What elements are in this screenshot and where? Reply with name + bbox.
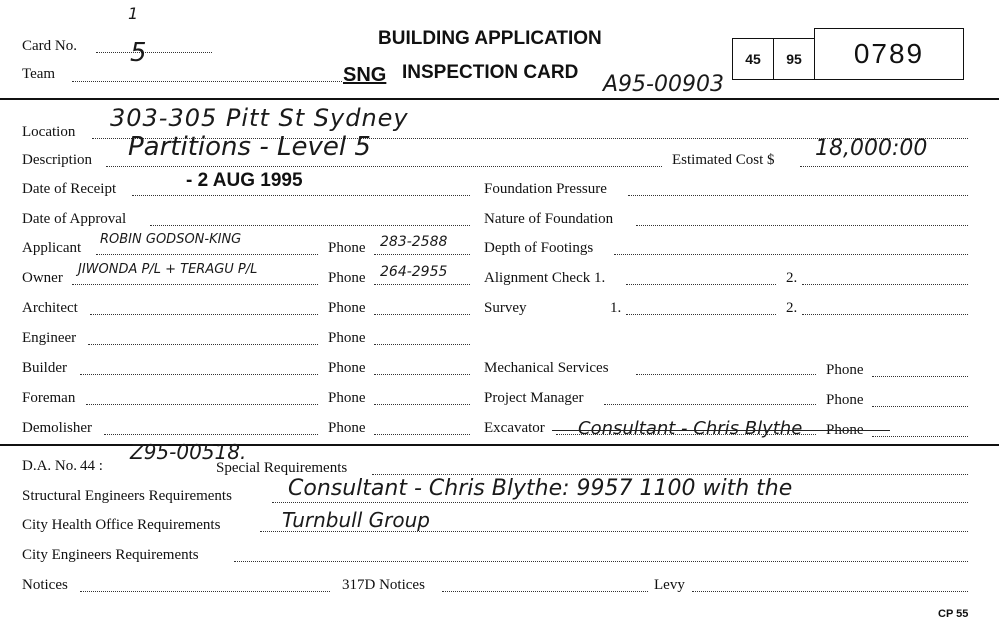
survey-2-label: 2. xyxy=(786,300,798,316)
demolisher-phone-label: Phone xyxy=(328,420,366,436)
nature-foundation-label: Nature of Foundation xyxy=(484,211,614,227)
levy-line xyxy=(692,591,968,592)
date-receipt-line xyxy=(132,195,470,196)
owner-value: JIWONDA P/L + TERAGU P/L xyxy=(78,262,258,277)
structural-requirements-label: Structural Engineers Requirements xyxy=(22,488,232,504)
header-divider xyxy=(0,98,999,100)
special-requirements-line xyxy=(372,474,968,475)
da-no-value: Z95-00518. xyxy=(130,440,247,464)
applicant-phone-value: 283-2588 xyxy=(380,234,448,250)
da-no-label: D.A. No. xyxy=(22,458,77,474)
date-approval-label: Date of Approval xyxy=(22,211,127,227)
alignment-check-1-line xyxy=(626,284,776,285)
health-requirements-label: City Health Office Requirements xyxy=(22,517,221,533)
application-reference: A95-00903 xyxy=(603,72,724,97)
mechanical-services-line xyxy=(636,374,816,375)
engineer-line xyxy=(88,344,318,345)
foreman-line xyxy=(86,404,318,405)
form-title-line1: BUILDING APPLICATION xyxy=(378,28,602,49)
applicant-line xyxy=(96,254,318,255)
date-approval-line xyxy=(150,225,470,226)
date-receipt-stamp: - 2 AUG 1995 xyxy=(186,170,303,191)
excavator-strikethrough xyxy=(552,430,890,431)
engineers-requirements-line xyxy=(234,561,968,562)
date-receipt-label: Date of Receipt xyxy=(22,181,117,197)
location-label: Location xyxy=(22,124,76,140)
engineers-requirements-label: City Engineers Requirements xyxy=(22,547,199,563)
excavator-label: Excavator xyxy=(484,420,545,436)
engineer-phone-line xyxy=(374,344,470,345)
excavator-struck-text: Consultant - Chris Blythe xyxy=(578,418,803,439)
estimated-cost-line xyxy=(800,166,968,167)
description-line xyxy=(106,166,662,167)
builder-label: Builder xyxy=(22,360,67,376)
structural-requirements-line xyxy=(272,502,968,503)
foreman-label: Foreman xyxy=(22,390,76,406)
depth-footings-label: Depth of Footings xyxy=(484,240,594,256)
nature-foundation-line xyxy=(636,225,968,226)
form-title-line2: INSPECTION CARD xyxy=(402,62,579,83)
owner-label: Owner xyxy=(22,270,63,286)
project-manager-phone-label: Phone xyxy=(826,392,864,408)
survey-1-label: 1. xyxy=(610,300,622,316)
team-value: SNG xyxy=(343,64,387,86)
levy-label: Levy xyxy=(654,577,685,593)
builder-line xyxy=(80,374,318,375)
project-manager-label: Project Manager xyxy=(484,390,584,406)
card-no-value-top: 1 xyxy=(128,4,139,23)
notices-317d-label: 317D Notices xyxy=(342,577,425,593)
excavator-phone-label: Phone xyxy=(826,422,864,438)
owner-phone-label: Phone xyxy=(328,270,366,286)
engineer-phone-label: Phone xyxy=(328,330,366,346)
form-code: CP 55 xyxy=(938,608,969,620)
excavator-phone-line xyxy=(872,436,968,437)
notices-label: Notices xyxy=(22,577,68,593)
applicant-phone-label: Phone xyxy=(328,240,366,256)
applicant-label: Applicant xyxy=(22,240,82,256)
demolisher-label: Demolisher xyxy=(22,420,92,436)
survey-2-line xyxy=(802,314,968,315)
da-no-prefix: 44 : xyxy=(80,458,103,474)
architect-phone-label: Phone xyxy=(328,300,366,316)
architect-label: Architect xyxy=(22,300,78,316)
foundation-pressure-label: Foundation Pressure xyxy=(484,181,607,197)
project-manager-phone-line xyxy=(872,406,968,407)
special-requirements-label: Special Requirements xyxy=(216,460,348,476)
team-label: Team xyxy=(22,66,56,82)
estimated-cost-value: 18,000:00 xyxy=(815,136,928,161)
owner-phone-value: 264-2955 xyxy=(380,264,448,280)
card-no-value: 5 xyxy=(130,38,147,68)
owner-line xyxy=(72,284,318,285)
demolisher-phone-line xyxy=(374,434,470,435)
alignment-check-2-line xyxy=(802,284,968,285)
alignment-check-2-label: 2. xyxy=(786,270,798,286)
foreman-phone-label: Phone xyxy=(328,390,366,406)
card-no-label: Card No. xyxy=(22,38,77,54)
ref-box-b: 95 xyxy=(773,38,815,80)
applicant-phone-line xyxy=(374,254,470,255)
card-no-line xyxy=(96,52,212,53)
project-manager-line xyxy=(604,404,816,405)
mechanical-services-label: Mechanical Services xyxy=(484,360,609,376)
owner-phone-line xyxy=(374,284,470,285)
architect-phone-line xyxy=(374,314,470,315)
location-value: 303-305 Pitt St Sydney xyxy=(110,104,409,132)
foundation-pressure-line xyxy=(628,195,968,196)
ref-box-a: 45 xyxy=(732,38,774,80)
description-label: Description xyxy=(22,152,92,168)
structural-requirements-value: Consultant - Chris Blythe: 9957 1100 with the xyxy=(288,476,793,501)
builder-phone-line xyxy=(374,374,470,375)
notices-line xyxy=(80,591,330,592)
demolisher-line xyxy=(104,434,318,435)
survey-1-line xyxy=(626,314,776,315)
architect-line xyxy=(90,314,318,315)
description-value: Partitions - Level 5 xyxy=(128,132,371,162)
survey-label: Survey xyxy=(484,300,527,316)
applicant-value: ROBIN GODSON-KING xyxy=(100,232,242,247)
foreman-phone-line xyxy=(374,404,470,405)
estimated-cost-label: Estimated Cost $ xyxy=(672,152,775,168)
health-requirements-value: Turnbull Group xyxy=(282,508,430,532)
notices-317d-line xyxy=(442,591,648,592)
engineer-label: Engineer xyxy=(22,330,77,346)
mechanical-phone-label: Phone xyxy=(826,362,864,378)
ref-box-number: 0789 xyxy=(814,28,964,80)
depth-footings-line xyxy=(614,254,968,255)
team-line xyxy=(72,81,342,82)
mechanical-phone-line xyxy=(872,376,968,377)
alignment-check-label: Alignment Check 1. xyxy=(484,270,606,286)
builder-phone-label: Phone xyxy=(328,360,366,376)
